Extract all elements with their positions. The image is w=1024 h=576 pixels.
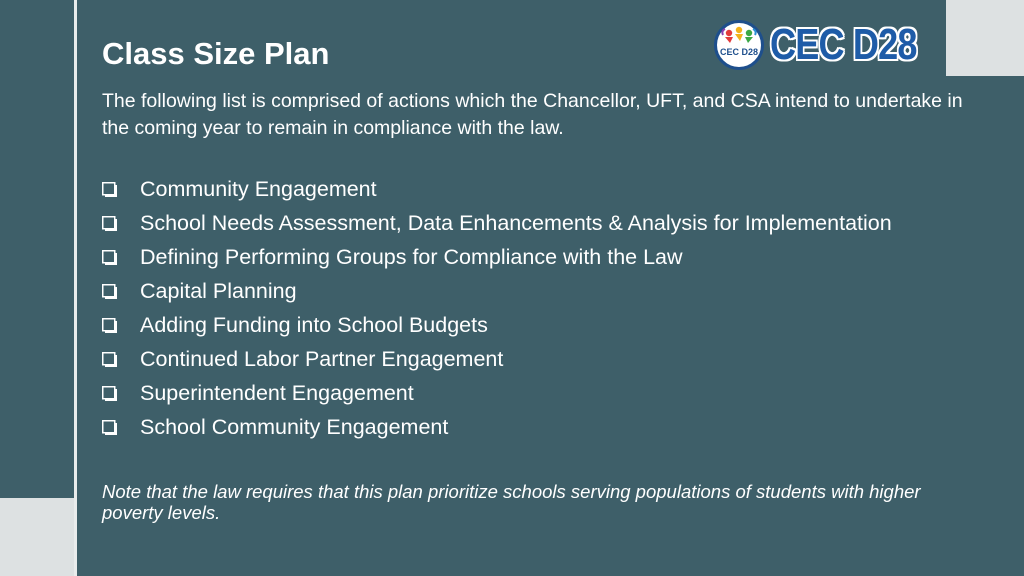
list-item: [102, 241, 892, 275]
logo-badge-text: CEC D28: [719, 46, 758, 57]
checkbox-icon: [102, 352, 117, 367]
intro-paragraph: The following list is comprised of actions which the Chancellor, UFT, and CSA intend to undertake in the coming year to remain in compliance with the law.: [102, 90, 963, 139]
list-item: [102, 410, 892, 444]
list-item-label: Continued Labor Partner Engagement: [140, 346, 504, 371]
page-title: Class Size Plan: [102, 36, 330, 71]
list-item: [102, 207, 892, 241]
list-item-label: Defining Performing Groups for Compliance with the Law: [140, 245, 683, 270]
checkbox-icon: [102, 284, 117, 299]
checkbox-icon: [102, 318, 117, 333]
left-strip: [0, 0, 74, 576]
list-item-label: School Needs Assessment, Data Enhancements & Analysis for Implementation: [140, 211, 892, 236]
checkbox-icon: [102, 420, 117, 435]
checkbox-icon: [102, 182, 117, 197]
vertical-divider: [74, 0, 77, 576]
checkbox-icon: [102, 216, 117, 231]
action-checklist: [102, 173, 892, 444]
list-item: [102, 376, 892, 410]
list-item-label: Community Engagement: [140, 177, 377, 202]
checkbox-icon: [102, 386, 117, 401]
right-corner-panel: [946, 0, 1024, 76]
list-item: [102, 309, 892, 343]
checkbox-icon: [102, 250, 117, 265]
people-figures-icon: [717, 23, 761, 67]
list-item: [102, 173, 892, 207]
list-item: [102, 342, 892, 376]
left-corner-panel: [0, 498, 74, 576]
list-item: [102, 275, 892, 309]
list-item-label: School Community Engagement: [140, 414, 449, 439]
footnote: Note that the law requires that this plan prioritize schools serving populations of students with higher poverty levels.: [102, 481, 921, 523]
list-item-label: Adding Funding into School Budgets: [140, 313, 488, 337]
list-item-label: Superintendent Engagement: [140, 380, 414, 405]
logo-badge: [714, 20, 764, 70]
logo-wordmark: CEC D28: [770, 20, 917, 69]
list-item-label: Capital Planning: [140, 279, 297, 304]
cec-d28-logo: [714, 18, 936, 72]
